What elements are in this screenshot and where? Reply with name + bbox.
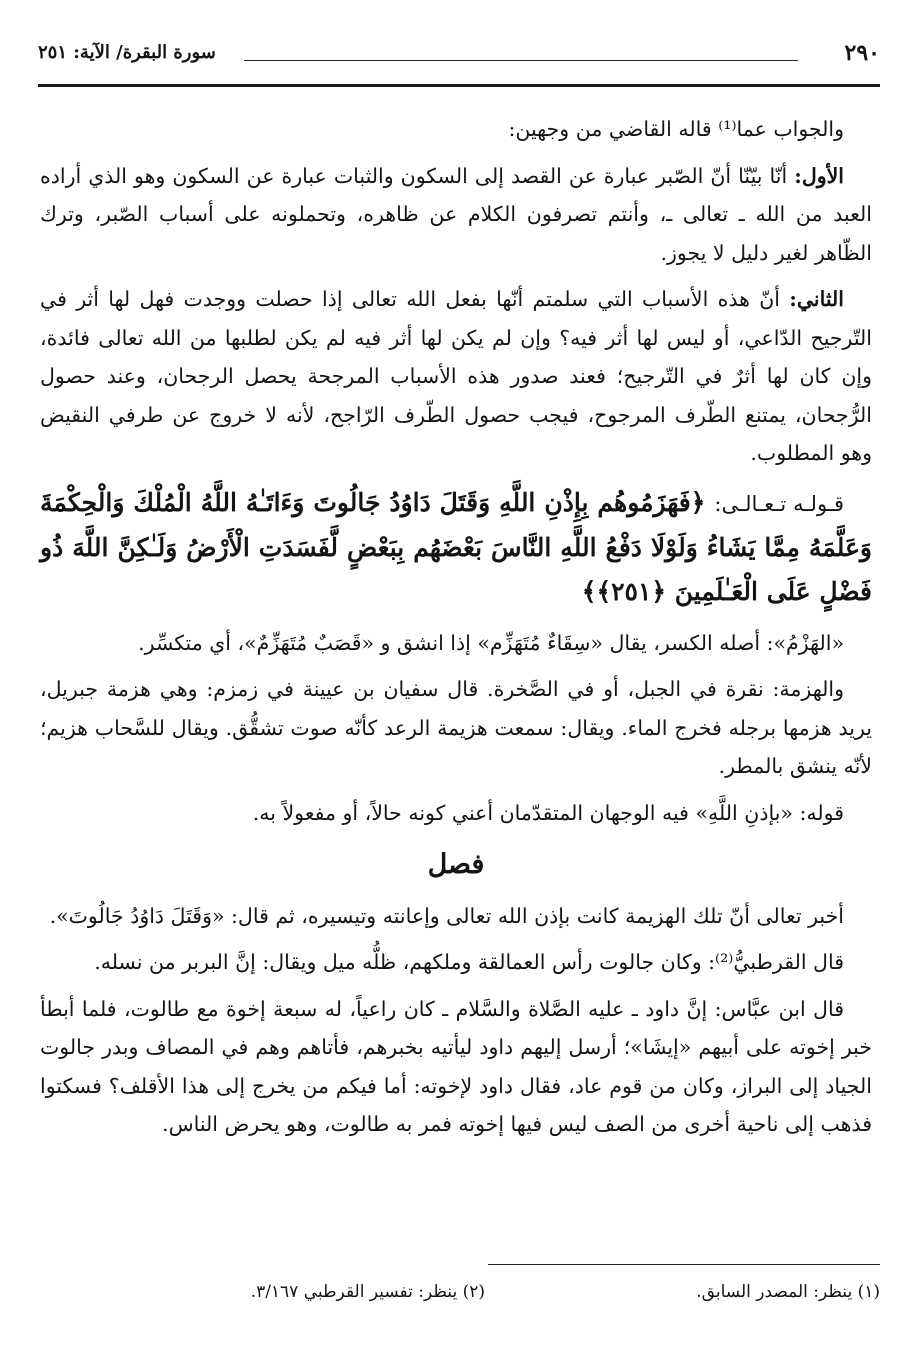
page-header — [38, 40, 880, 74]
footnote-1: (١) ينظر: المصدر السابق. — [696, 1282, 880, 1302]
quran-verse: ﴿فَهَزَمُوهُم بِإِذْنِ اللَّهِ وَقَتَلَ دَاوُدُ جَالُوتَ وَءَاتَـٰهُ اللَّهُ الْمُلْكَ وَالْحِكْمَةَ وَعَلَّمَهُ مِمَّا يَشَاءُ وَلَوْلَا دَفْعُ اللَّهِ النَّاسَ بَعْضَهُم بِبَعْضٍ لَّفَسَدَتِ الْأَرْضُ وَلَـٰكِنَّ اللَّهَ ذُو فَضْلٍ عَلَى الْعَـٰلَمِينَ ﴿٢٥١﴾﴾ — [40, 487, 872, 606]
paragraph-first-aspect — [40, 157, 872, 273]
paragraph-bi-idhn: قوله: «بإذنِ اللَّهِ» فيه الوجهان المتقدّمان أعني كونه حالاً، أو مفعولاً به. — [252, 800, 844, 825]
section-title: فصل — [427, 849, 485, 880]
quran-verse-block — [40, 481, 872, 614]
footnote-2: (٢) ينظر: تفسير القرطبي ٣/١٦٧. — [250, 1282, 485, 1302]
running-title: سورة البقرة/ الآية: ٢٥١ — [38, 42, 216, 63]
paragraph-second-aspect — [40, 280, 872, 473]
footnotes — [40, 1282, 880, 1310]
paragraph-answer-intro: والجواب عما⁽¹⁾ قاله القاضي من وجهين: — [508, 117, 844, 141]
page-number: ٢٩٠ — [844, 40, 880, 66]
header-rule — [244, 60, 798, 61]
first-aspect-label: الأول: — [794, 163, 844, 188]
second-aspect-label: الثاني: — [789, 287, 844, 311]
paragraph-qurtubi: قال القرطبيُّ⁽²⁾: وكان جالوت رأس العمالقة وملكهم، ظلُّه ميل ويقال: إنَّ البربر من نسله. — [94, 950, 844, 974]
first-aspect-text: أنّا بيّنّا أنّ الصّبر عبارة عن القصد إلى السكون والثبات عبارة عن السكون وهو الذي أراده العبد من الله ـ تعالى ـ، وأنتم تصرفون الكلام عن ظاهره، وتحملونه على أسباب الصّبر، وترك الظّاهر لغير دليل لا يجوز. — [40, 163, 872, 265]
footnote-separator — [488, 1264, 880, 1265]
paragraph-hazm-definition: «الهَزْمُ»: أصله الكسر، يقال «سِقَاءٌ مُتَهَزِّم» إذا انشق و «قَصَبٌ مُتَهَزِّمٌ»، أي متكسِّر. — [138, 630, 844, 655]
main-text — [40, 110, 872, 1152]
paragraph-ibn-abbas: قال ابن عبَّاس: إنَّ داود ـ عليه الصَّلاة والسَّلام ـ كان راعياً، له سبعة إخوة مع طالوت، فلما أبطأ خبر إخوته على أبيهم «إيشَا»؛ أرسل إليهم داود ليأتيه بخبرهم، فأتاهم وهم في المصاف وبدر جالوت الجياد إلى البراز، وكان من قوم عاد، فقال داود لإخوته: أما فيكم من يخرج إلى هذا الأقلف؟ فسكتوا فذهب إلى ناحية أخرى من الصف ليس فيها إخوته فمر به طالوت، وهو يحرض الناس. — [40, 996, 872, 1136]
paragraph-defeat: أخبر تعالى أنّ تلك الهزيمة كانت بإذن الله تعالى وإعانته وتيسيره، ثم قال: «وَقَتَلَ دَاوُدُ جَالُوتَ». — [49, 903, 844, 928]
paragraph-hazma: والهزمة: نقرة في الجبل، أو في الصَّخرة. قال سفيان بن عيينة في زمزم: وهي هزمة جبريل، يريد هزمها برجله فخرج الماء. ويقال: سمعت هزيمة الرعد كأنّه صوت تشقُّق. ويقال للسَّحاب هزيم؛ لأنّه ينشق بالمطر. — [40, 677, 872, 778]
header-divider — [38, 84, 880, 87]
second-aspect-text: أنّ هذه الأسباب التي سلمتم أنّها بفعل الله تعالى إذا حصلت ووجدت فهل لها أثر في التّرجيح الدّاعي، أو ليس لها أثر فيه؟ وإن لم يكن لها أثر فيه لم يكن لطلبها من الله تعالى فائدة، وإن كان لها أثرٌ في التّرجيح؛ فعند صدور هذه الأسباب المرجحة يحصل الرجحان، وعند حصول الرُّجحان، يمتنع الطّرف المرجوح، فيجب حصول الطّرف الرّاجح، لأنه لا خروج عن طرفي النقيض وهو المطلوب. — [40, 287, 872, 465]
quran-intro: قـولـه تـعـالـى: — [714, 491, 844, 516]
